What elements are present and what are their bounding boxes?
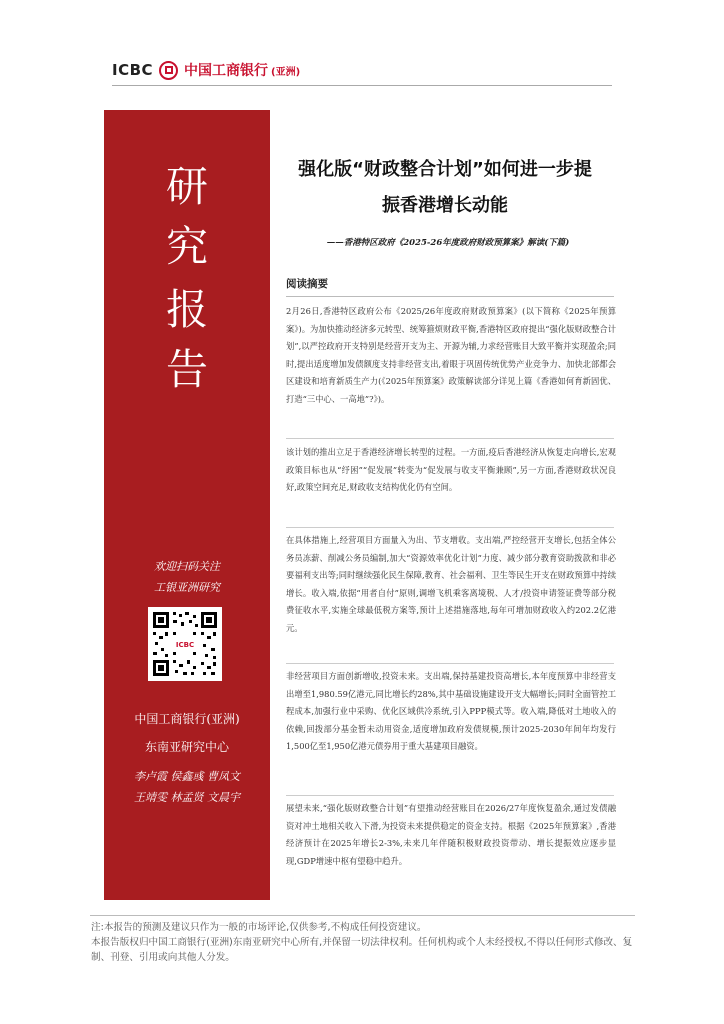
header-divider [112, 85, 612, 86]
report-title-line: 振香港增长动能 [382, 195, 508, 216]
copyright-line: 本报告版权归中国工商银行(亚洲)东南亚研究中心所有,并保留一切法律权利。任何机构或个人未经授权,不得以任何形式修改、复制、刊登、引用或向其他人分发。 [91, 937, 633, 963]
summary-paragraph: 2月26日,香港特区政府公布《2025/26年度政府财政预算案》(以下简称《2025年预算案》)。为加快推动经济多元转型、统筹箍烦财政平衡,香港特区政府提出“强化版财政整合计划”,以严控政府开支特别是经营开支为主、开源为辅,力求经营账目大致平衡并实现盈余;同时,提出适度增加发债额度支持非经营支出,着眼于巩固传统优势产业竞争力、加快北部都会区建设和培育新质生产力(《2025年预算案》政策解读部分详见上篇《香港如何育新固优、打造“三中心、一高地”?》)。 [286, 306, 616, 404]
report-title-char: 研 [165, 162, 208, 211]
report-subtitle: ——香港特区政府《2025-26年度政府财政预算案》解读(下篇) [326, 238, 570, 248]
disclaimer-footer [91, 920, 636, 965]
summary-paragraph: 在具体措施上,经营项目方面量入为出、节支增收。支出端,严控经营开支增长,包括全体公务员冻薪、削减公务员编制,加大“资源效率优化计划”力度、减少部分教育资助拨款和非必要福利支出等;同时继续强化民生保障,教育、社会福利、卫生等民生开支在财政预算中持续增长。收入端,依据“用者自付”原则,调增飞机乘客离境税、人才/投资申请签证费等部分税费征收水平,实施全球最低税方案等,预计上述措施落地,每年可增加财政收入约202.2亿港元。 [286, 535, 616, 633]
paragraph-divider [286, 663, 614, 664]
brand-logo-chinese: 中国工商银行 [184, 63, 269, 79]
paragraph-divider [286, 527, 614, 528]
qr-code[interactable] [148, 607, 222, 681]
paragraph-divider [286, 438, 614, 439]
scan-prompt-line: 工银亚洲研究 [154, 581, 220, 594]
authors-line: 王靖雯 林孟贤 文晨宇 [134, 791, 240, 804]
report-title [280, 152, 610, 224]
summary-divider [286, 296, 614, 297]
page-header [112, 55, 300, 85]
paragraph-divider [286, 795, 614, 796]
scan-prompt-line: 欢迎扫码关注 [154, 560, 220, 573]
report-title-line: 强化版“财政整合计划”如何进一步提 [298, 159, 592, 180]
summary-paragraph: 该计划的推出立足于香港经济增长转型的过程。一方面,疫后香港经济从恢复走向增长,宏观政策目标也从“纾困”“促发展”转变为“促发展与收支平衡兼顾”,另一方面,香港财政状况良好,政策空间充足,财政收支结构优化仍有空间。 [286, 447, 616, 493]
qr-code-icon [151, 610, 219, 678]
summary-heading: 阅读摘要 [286, 278, 328, 290]
summary-paragraph: 展望未来,“强化版财政整合计划”有望推动经营账目在2026/27年度恢复盈余,通过发债融资对冲土地相关收入下滑,为投资未来提供稳定的资金支持。根据《2025年预算案》,香港经济预计在2025年增长2-3%,未来几年伴随积极财政投资带动、增长提振效应逐步显现,GDP增速中枢有望稳中趋升。 [286, 803, 616, 866]
brand-seal-icon [159, 61, 178, 80]
report-title-char: 究 [165, 222, 208, 271]
brand-logo-latin: ICBC [112, 61, 154, 79]
footer-divider [90, 915, 635, 916]
qr-center-logo: ICBC [175, 641, 195, 649]
authors-line: 李卢霞 侯鑫彧 曹凤文 [134, 770, 240, 783]
brand-logo-region: (亚洲) [271, 66, 301, 78]
report-sidebar [104, 110, 270, 900]
report-title-char: 报 [165, 285, 208, 334]
report-title-char: 告 [165, 345, 208, 394]
research-center-name: 东南亚研究中心 [144, 740, 229, 754]
summary-paragraph: 非经营项目方面创新增收,投资未来。支出端,保持基建投资高增长,本年度预算中非经营支出增至1,980.59亿港元,同比增长约28%,其中基础设施建设开支大幅增长;同时全面管控工程成本,加强行业中采购、优化区域供冷系统,引入PPP模式等。收入端,降低对土地收入的依赖,回拨部分基金暂未动用资金,适度增加政府发债规模,预计2025-2030年间年均发行1,500亿至1,950亿港元债券用于重大基建项目融资。 [286, 671, 616, 752]
disclaimer-line: 注:本报告的预测及建议只作为一般的市场评论,仅供参考,不构成任何投资建议。 [91, 922, 427, 933]
organization-name: 中国工商银行(亚洲) [134, 712, 240, 726]
